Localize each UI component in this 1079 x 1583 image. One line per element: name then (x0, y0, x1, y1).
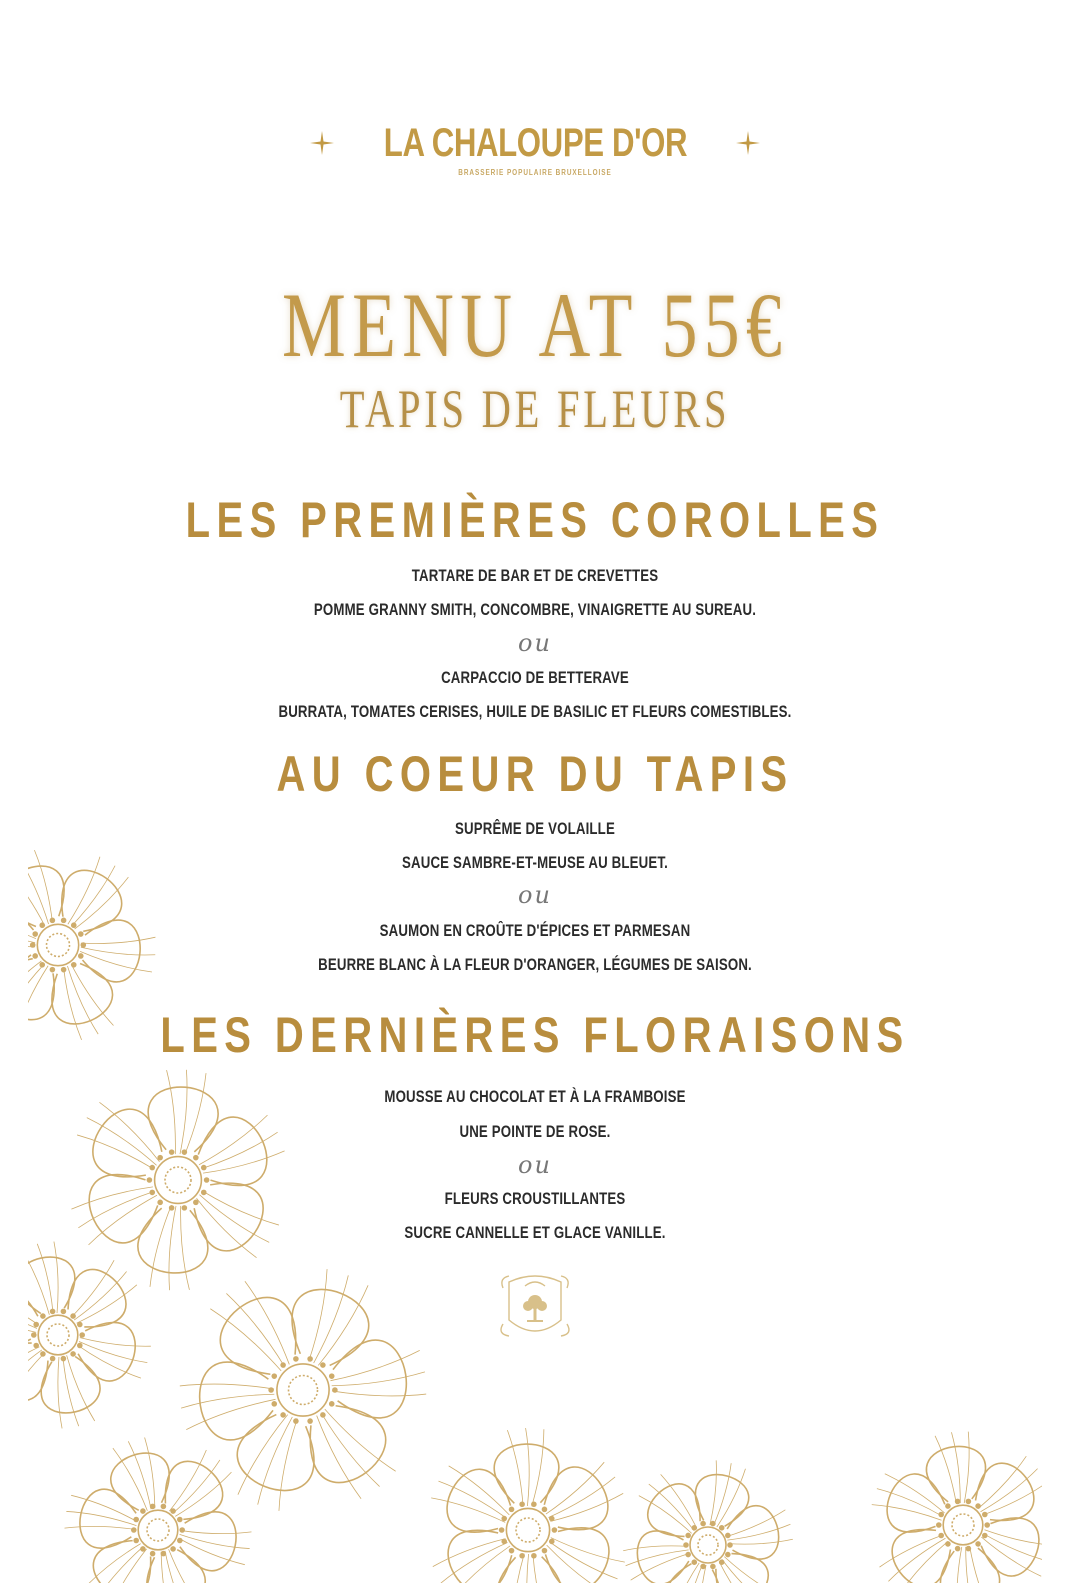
main-a-description: SAUCE SAMBRE-ET-MEUSE AU BLEUET. (401, 853, 669, 872)
starter-a-description: POMME GRANNY SMITH, CONCOMBRE, VINAIGRETTE AU SUREAU. (313, 600, 757, 619)
star-sparkle-icon (309, 130, 335, 156)
dessert-b-name: FLEURS CROUSTILLANTES (444, 1189, 626, 1208)
brand-tagline: BRASSERIE POPULAIRE BRUXELLOISE (458, 168, 612, 177)
brand-name: LA CHALOUPE D'OR (383, 121, 687, 165)
or-separator: ou (518, 881, 552, 909)
main-a-name: SUPRÊME DE VOLAILLE (455, 819, 615, 838)
dessert-a-description: UNE POINTE DE ROSE. (459, 1122, 611, 1141)
starter-a-name: TARTARE DE BAR ET DE CREVETTES (411, 566, 659, 585)
starter-b-description: BURRATA, TOMATES CERISES, HUILE DE BASILIC ET FLEURS COMESTIBLES. (278, 702, 792, 721)
section-title-desserts: LES DERNIÈRES FLORAISONS (160, 1007, 910, 1063)
or-separator: ou (518, 629, 552, 657)
crest-emblem-icon (495, 1268, 575, 1344)
main-b-description: BEURRE BLANC À LA FLEUR D'ORANGER, LÉGUMES DE SAISON. (318, 955, 752, 974)
menu-title: MENU AT 55€ (282, 274, 788, 376)
section-title-mains: AU COEUR DU TAPIS (276, 746, 794, 802)
brand-logo (28, 120, 1042, 177)
starter-b-name: CARPACCIO DE BETTERAVE (441, 668, 629, 687)
star-sparkle-icon (735, 130, 761, 156)
main-b-name: SAUMON EN CROÛTE D'ÉPICES ET PARMESAN (379, 921, 691, 940)
menu-subtitle: TAPIS DE FLEURS (339, 379, 731, 439)
dessert-b-description: SUCRE CANNELLE ET GLACE VANILLE. (404, 1223, 666, 1242)
section-title-starters: LES PREMIÈRES COROLLES (185, 492, 885, 548)
dessert-a-name: MOUSSE AU CHOCOLAT ET À LA FRAMBOISE (384, 1087, 686, 1106)
menu-page (28, 0, 1042, 1583)
or-separator: ou (518, 1151, 552, 1179)
